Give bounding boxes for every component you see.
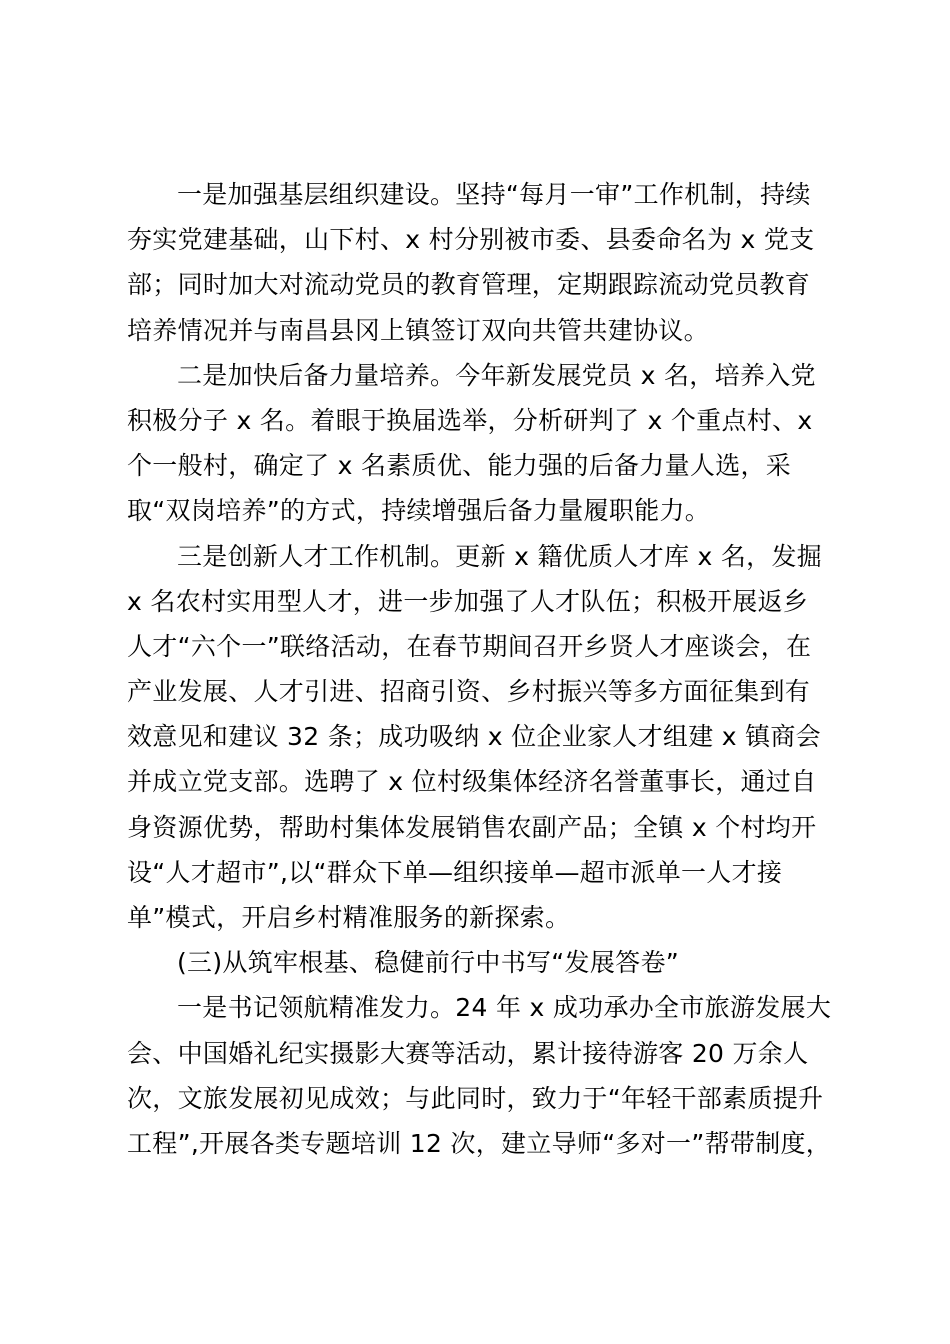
paragraph-4-line-3: 次，文旅发展初见成效；与此同时，致力于“年轻干部素质提升 xyxy=(127,1083,824,1113)
paragraph-2-line-2: 积极分子 x 名。着眼于换届选举，分析研判了 x 个重点村、x xyxy=(127,405,813,435)
paragraph-3-line-3: 人才“六个一”联络活动，在春节期间召开乡贤人才座谈会，在 xyxy=(127,631,812,661)
paragraph-2-line-3: 个一般村，确定了 x 名素质优、能力强的后备力量人选，采 xyxy=(127,451,792,481)
paragraph-1-line-4: 培养情况并与南昌县冈上镇签订双向共管共建协议。 xyxy=(127,315,709,345)
paragraph-1-line-2: 夯实党建基础，山下村、x 村分别被市委、县委命名为 x 党支 xyxy=(127,225,815,255)
document-body xyxy=(127,172,832,1166)
paragraph-4-line-4: 工程”,开展各类专题培训 12 次，建立导师“多对一”帮带制度， xyxy=(127,1128,832,1158)
paragraph-2-line-4: 取“双岗培养”的方式，持续增强后备力量履职能力。 xyxy=(127,496,711,526)
paragraph-3-line-1: 三是创新人才工作机制。更新 x 籍优质人才库 x 名，发掘 xyxy=(177,541,823,571)
paragraph-2-line-1: 二是加快后备力量培养。今年新发展党员 x 名，培养入党 xyxy=(177,360,816,390)
paragraph-4-line-2: 会、中国婚礼纪实摄影大赛等活动，累计接待游客 20 万余人 xyxy=(127,1038,809,1068)
paragraph-1-line-1: 一是加强基层组织建设。坚持“每月一审”工作机制，持续 xyxy=(177,180,811,209)
paragraph-3-line-6: 并成立党支部。选聘了 x 位村级集体经济名誉董事长，通过自 xyxy=(127,767,817,797)
paragraph-3-line-7: 身资源优势，帮助村集体发展销售农副产品；全镇 x 个村均开 xyxy=(127,812,817,842)
paragraph-3-line-5: 效意见和建议 32 条；成功吸纳 x 位企业家人才组建 x 镇商会 xyxy=(127,722,821,752)
paragraph-3-line-8: 设“人才超市”,以“群众下单—组织接单—超市派单一人才接 xyxy=(127,857,783,887)
paragraph-1-line-3: 部；同时加大对流动党员的教育管理，定期跟踪流动党员教育 xyxy=(127,270,811,300)
paragraph-3-line-4: 产业发展、人才引进、招商引资、乡村振兴等多方面征集到有 xyxy=(127,677,811,707)
paragraph-4-line-1: 一是书记领航精准发力。24 年 x 成功承办全市旅游发展大 xyxy=(177,993,832,1023)
section-heading: (三)从筑牢根基、稳健前行中书写“发展答卷” xyxy=(177,948,680,978)
paragraph-3-line-9: 单”模式，开启乡村精准服务的新探索。 xyxy=(127,903,571,932)
paragraph-3-line-2: x 名农村实用型人才，进一步加强了人才队伍；积极开展返乡 xyxy=(127,586,809,616)
